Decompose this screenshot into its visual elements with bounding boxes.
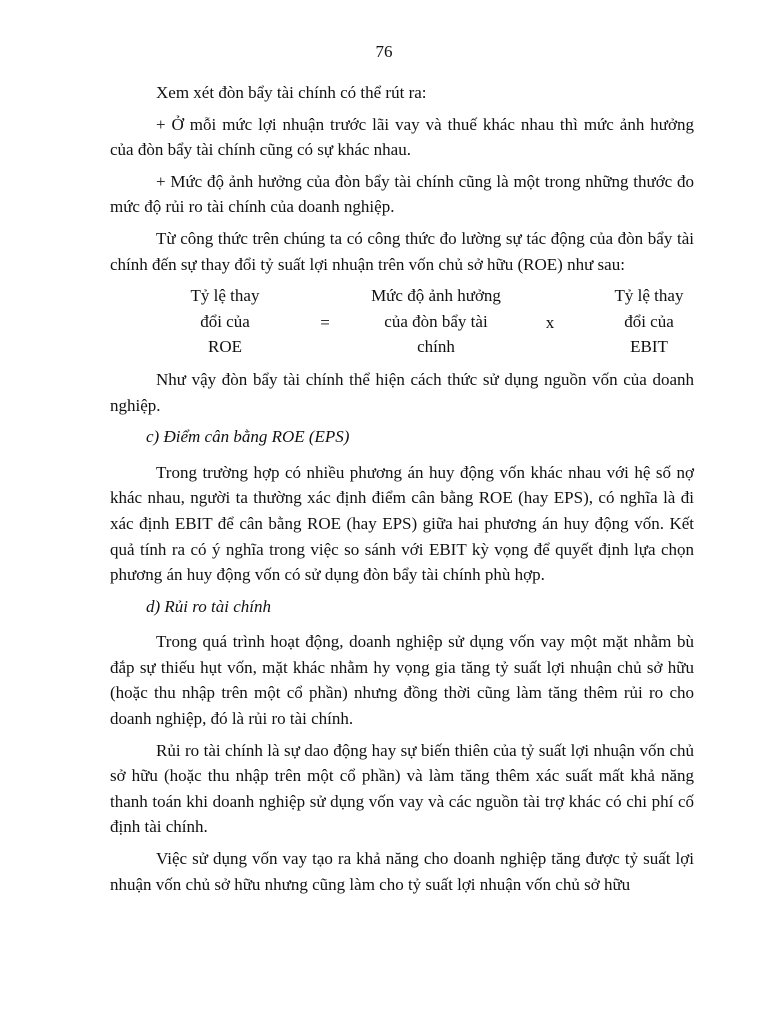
formula-text: Tỷ lệ thay xyxy=(614,286,684,306)
formula-financial-leverage xyxy=(356,283,516,360)
formula-text: Mức độ ảnh hưởng xyxy=(371,286,501,306)
formula-roe-change xyxy=(156,283,294,360)
paragraph: Trong quá trình hoạt động, doanh nghiệp sử dụng vốn vay một mặt nhằm bù đắp sự thiếu hụt vốn, mặt khác nhằm hy vọng gia tăng tỷ suất lợi nhuận chủ sở hữu (hoặc thu nhập trên một cổ phần) nhưng đồng thời cũng làm tăng thêm rủi ro cho doanh nghiệp, đó là rủi ro tài chính. xyxy=(110,632,694,729)
roe-formula xyxy=(156,283,694,360)
formula-ebit-change xyxy=(584,283,714,360)
formula-times-sign: x xyxy=(545,312,555,332)
paragraph: + Ở mỗi mức lợi nhuận trước lãi vay và thuế khác nhau thì mức ảnh hưởng của đòn bẩy tài chính cũng có sự khác nhau. xyxy=(110,114,694,160)
page-number: 76 xyxy=(375,42,393,61)
formula-text: của đòn bẩy tài xyxy=(384,311,488,331)
formula-text: chính xyxy=(417,337,455,357)
paragraph: Trong trường hợp có nhiều phương án huy động vốn khác nhau với hệ số nợ khác nhau, người ta thường xác định điểm cân bằng ROE (hay EPS), có nghĩa là đi xác định EBIT để cân bằng ROE (hay EPS) giữa hai phương án huy động vốn. Kết quả tính ra có ý nghĩa trong việc so sánh với EBIT kỳ vọng để quyết định lựa chọn phương án huy động vốn có sử dụng đòn bẩy tài chính phù hợp. xyxy=(110,462,694,585)
formula-text: ROE xyxy=(208,337,242,357)
page-body xyxy=(110,80,694,903)
paragraph: Rủi ro tài chính là sự dao động hay sự biến thiên của tỷ suất lợi nhuận vốn chủ sở hữu (hoặc thu nhập trên một cổ phần) và làm tăng thêm xác suất mất khả năng thanh toán khi doanh nghiệp sử dụng vốn vay và các nguồn tài trợ khác có chi phí cố định tài chính. xyxy=(110,740,694,837)
paragraph: Như vậy đòn bẩy tài chính thể hiện cách thức sử dụng nguồn vốn của doanh nghiệp. xyxy=(110,369,694,415)
paragraph: + Mức độ ảnh hưởng của đòn bẩy tài chính cũng là một trong những thước đo mức độ rủi ro tài chính của doanh nghiệp. xyxy=(110,171,694,217)
paragraph: Xem xét đòn bẩy tài chính có thể rút ra: xyxy=(156,83,427,102)
section-heading-c: c) Điểm cân bằng ROE (EPS) xyxy=(146,427,350,447)
section-heading-d: d) Rủi ro tài chính xyxy=(146,596,271,616)
paragraph: Từ công thức trên chúng ta có công thức đo lường sự tác động của đòn bẩy tài chính đến sự thay đổi tỷ suất lợi nhuận trên vốn chủ sở hữu (ROE) như sau: xyxy=(110,228,694,274)
formula-text: đổi của xyxy=(624,311,674,331)
paragraph: Việc sử dụng vốn vay tạo ra khả năng cho doanh nghiệp tăng được tỷ suất lợi nhuận vốn chủ sở hữu nhưng cũng làm cho tỷ suất lợi nhuận vốn chủ sở hữu xyxy=(110,849,694,894)
formula-text: EBIT xyxy=(630,337,668,357)
formula-text: Tỷ lệ thay xyxy=(190,286,260,306)
formula-equals-sign: = xyxy=(320,312,330,332)
formula-text: đổi của xyxy=(200,311,250,331)
